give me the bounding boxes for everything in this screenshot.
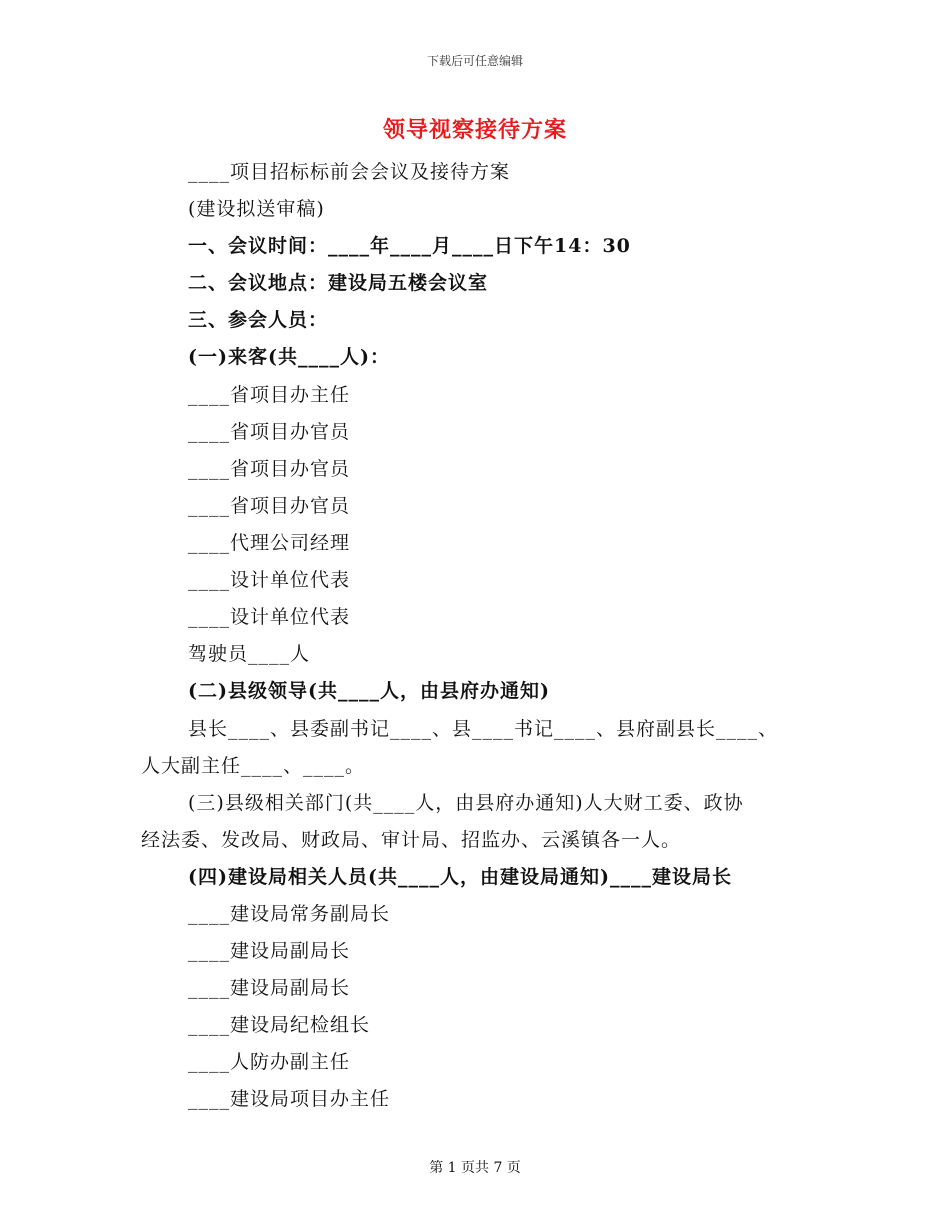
page-header-note: 下载后可任意编辑 (426, 54, 523, 68)
doc-line: ____项目招标标前会会议及接待方案 (188, 161, 511, 183)
doc-line: (一)来客(共____人)： (188, 346, 390, 368)
doc-line: ____设计单位代表 (188, 606, 351, 628)
doc-line: ____人防办副主任 (188, 1051, 351, 1073)
doc-line: 二、会议地点：建设局五楼会议室 (188, 272, 489, 294)
document-title: 领导视察接待方案 (382, 117, 567, 143)
page-footer: 第 1 页共 7 页 (429, 1160, 521, 1176)
doc-line: (四)建设局相关人员(共____人，由建设局通知)____建设局长 (188, 866, 732, 888)
doc-line: 一、会议时间：____年____月____日下午14：30 (188, 235, 631, 257)
doc-line: ____设计单位代表 (188, 569, 351, 591)
doc-line: ____建设局项目办主任 (188, 1088, 391, 1110)
doc-line: 县长____、县委副书记____、县____书记____、县府副县长____、 (188, 718, 779, 740)
doc-line: ____建设局常务副局长 (188, 903, 391, 925)
doc-line: ____省项目办主任 (188, 384, 351, 406)
doc-line: (三)县级相关部门(共____人，由县府办通知)人大财工委、政协 (188, 792, 744, 814)
doc-line: ____建设局副局长 (188, 940, 351, 962)
doc-line: ____省项目办官员 (188, 495, 351, 517)
doc-line: 驾驶员____人 (188, 643, 311, 665)
doc-line: ____建设局副局长 (188, 977, 351, 999)
doc-line: ____代理公司经理 (188, 532, 351, 554)
doc-line: (建设拟送审稿) (188, 198, 325, 220)
doc-line: 人大副主任____、____。 (141, 755, 366, 777)
doc-line: ____建设局纪检组长 (188, 1014, 371, 1036)
doc-line: (二)县级领导(共____人，由县府办通知) (188, 680, 550, 702)
doc-line: ____省项目办官员 (188, 458, 351, 480)
doc-line: 三、参会人员： (188, 309, 329, 331)
doc-line: ____省项目办官员 (188, 421, 351, 443)
doc-line: 经法委、发改局、财政局、审计局、招监办、云溪镇各一人。 (141, 829, 682, 851)
